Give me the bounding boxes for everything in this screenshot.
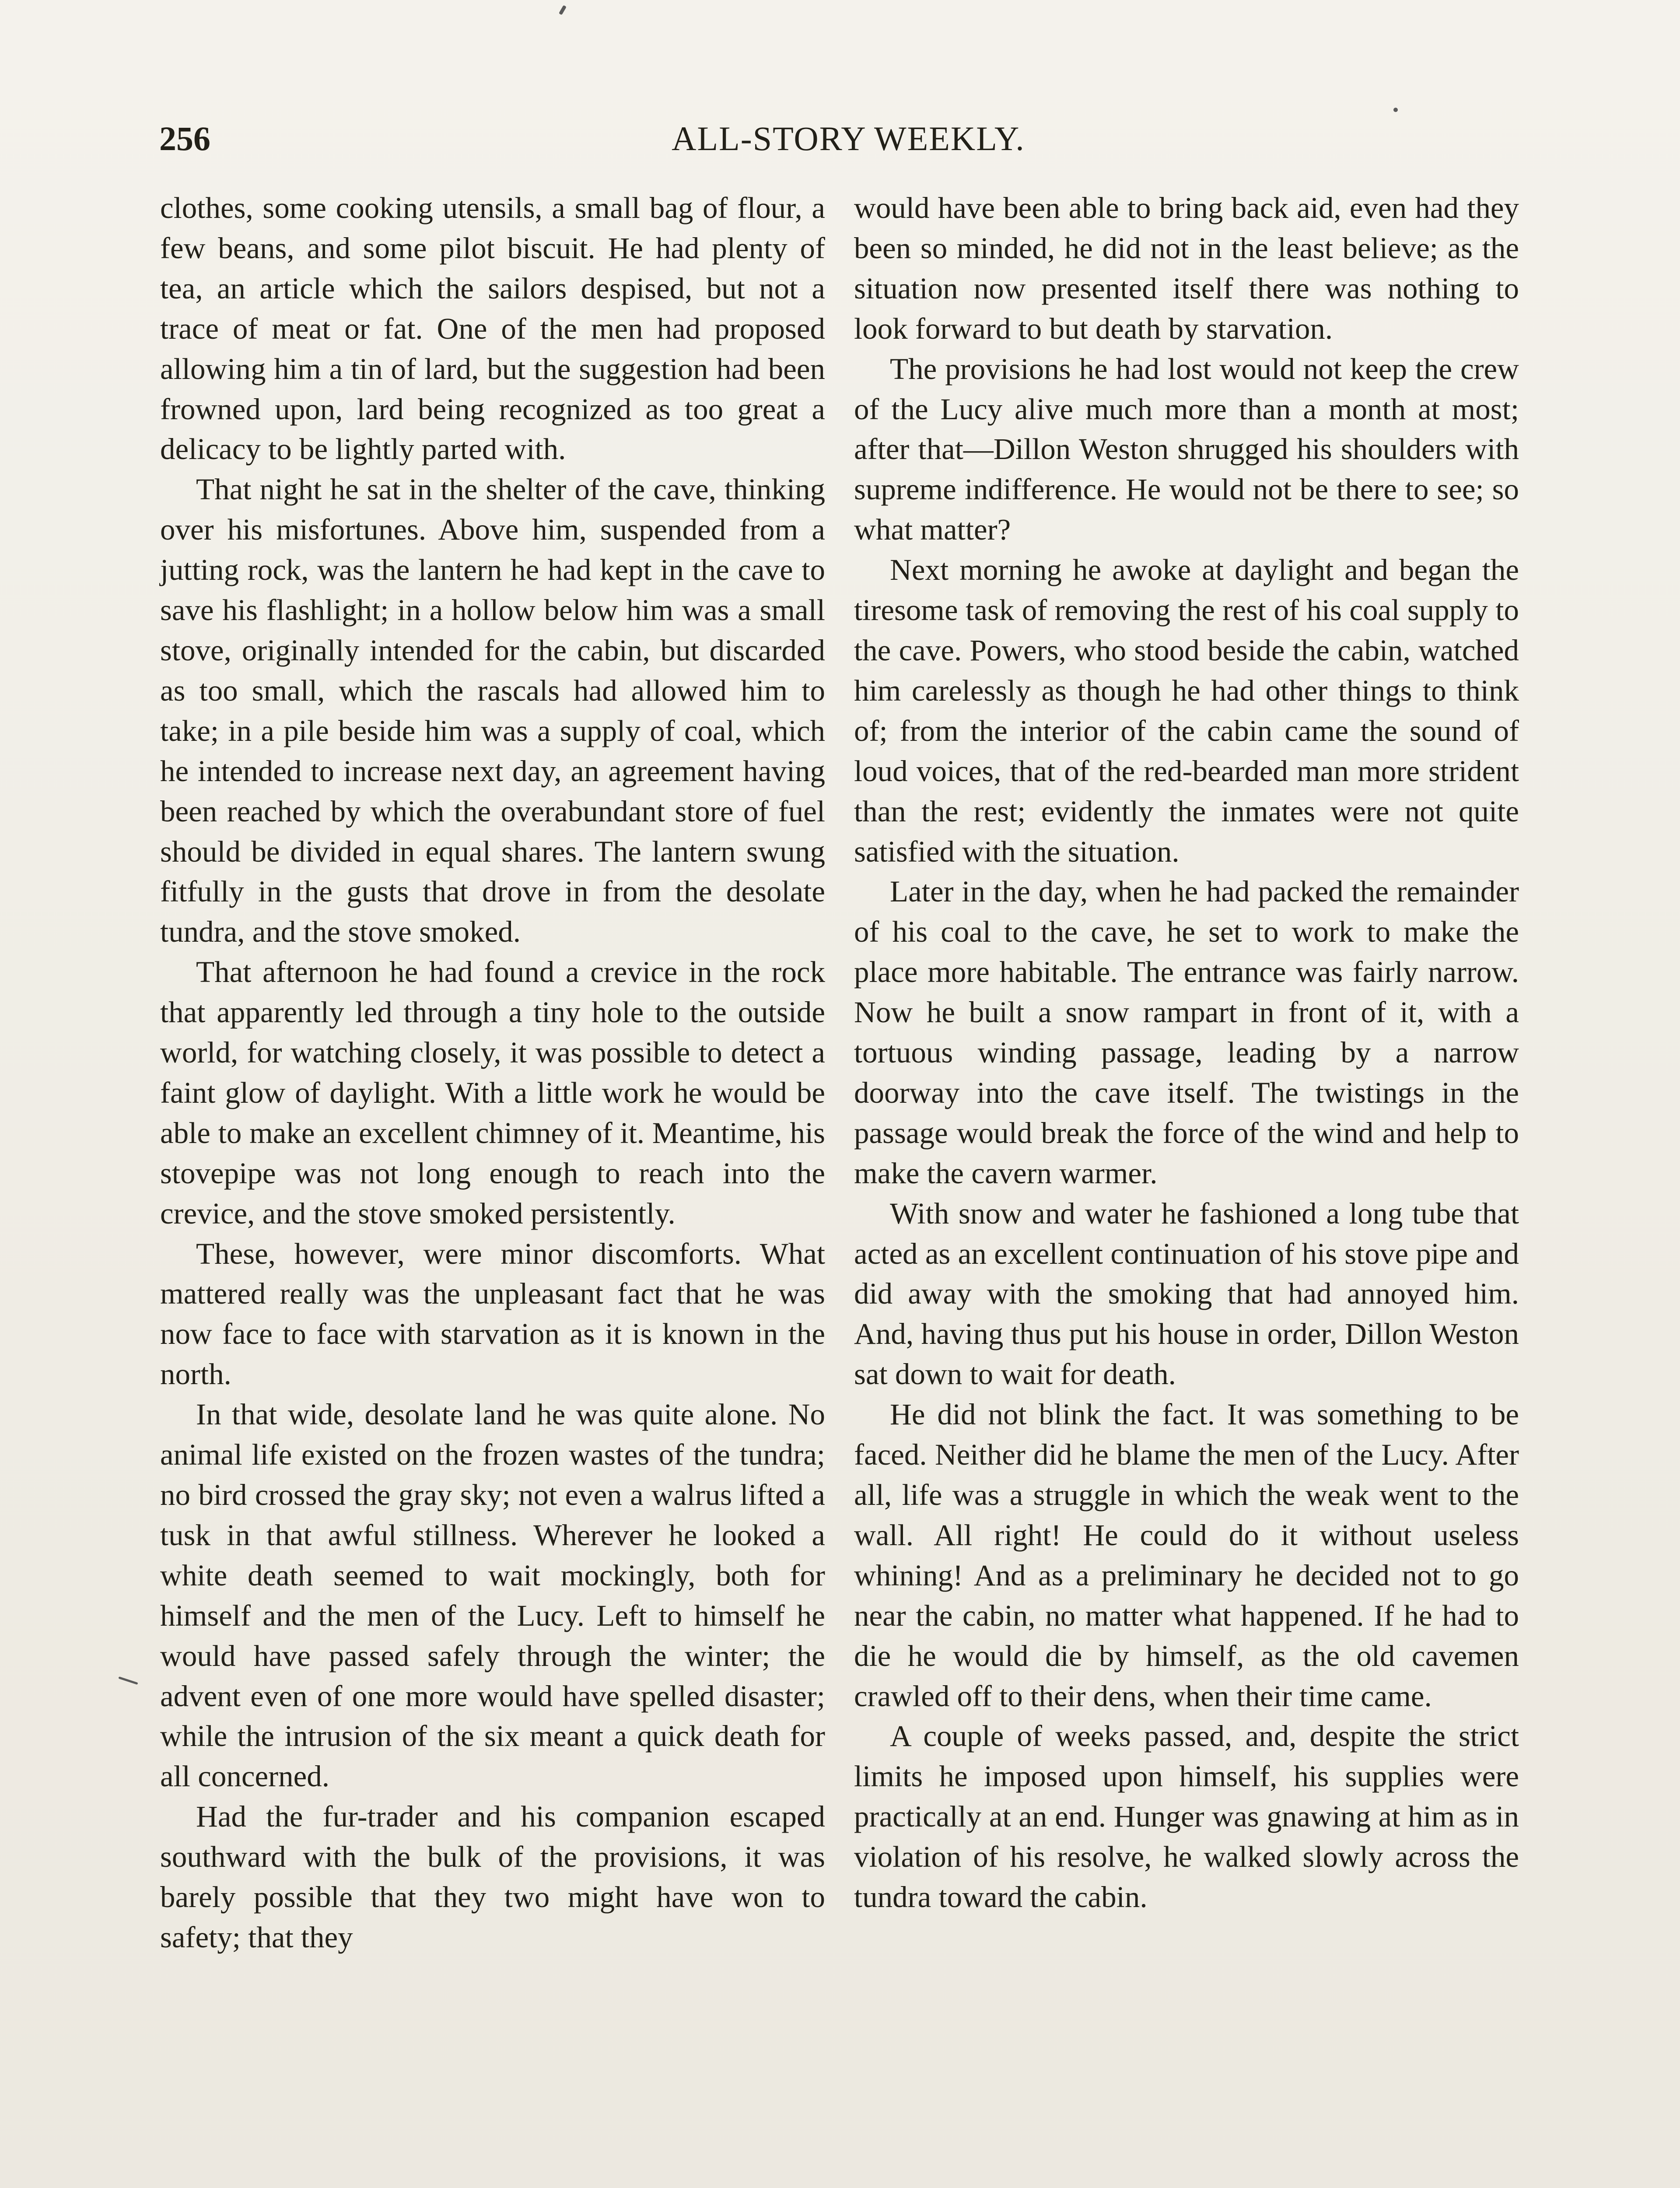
- paragraph: That night he sat in the shelter of the cave, thinking over his misfortunes. Above him, suspended from a jutting rock, was the lantern he had kept in the cave to save his flashlight; in a hollow below him was a small stove, originally intended for the cabin, but discarded as too small, which the rascals had allowed him to take; in a pile beside him was a supply of coal, which he intended to increase next day, an agreement having been reached by which the overabundant store of fuel should be divided in equal shares. The lantern swung fitfully in the gusts that drove in from the desolate tundra, and the stove smoked.: [160, 473, 825, 949]
- paragraph: would have been able to bring back aid, even had they been so minded, he did not in the least believe; as the situation now presented itself there was nothing to look forward to but death by starvation.: [854, 191, 1519, 345]
- running-title: ALL-STORY WEEKLY.: [672, 119, 1025, 158]
- paragraph: Next morning he awoke at daylight and began the tiresome task of removing the rest of his coal supply to the cave. Powers, who stood beside the cabin, watched him carelessly as though he had other things to think of; from the interior of the cabin came the sound of loud voices, that of the red-bearded man more strident than the rest; evidently the inmates were not quite satisfied with the situation.: [854, 553, 1519, 868]
- page-header: [159, 115, 1537, 163]
- paragraph: clothes, some cooking utensils, a small bag of flour, a few beans, and some pilot biscuit. He had plenty of tea, an article which the sailors despised, but not a trace of meat or fat. One of the men had proposed allowing him a tin of lard, but the suggestion had been frowned upon, lard being recognized as too great a delicacy to be lightly parted with.: [160, 191, 825, 466]
- paragraph: In that wide, desolate land he was quite alone. No animal life existed on the frozen wastes of the tundra; no bird crossed the gray sky; not even a walrus lifted a tusk in that awful stillness. Wherever he looked a white death seemed to wait mockingly, both for himself and the men of the Lucy. Left to himself he would have passed safely through the winter; the advent even of one more would have spelled disaster; while the intrusion of the six meant a quick death for all concerned.: [160, 1398, 825, 1793]
- paragraph: These, however, were minor discomforts. What mattered really was the unpleasant fact that he was now face to face with starvation as it is known in the north.: [160, 1237, 825, 1391]
- paragraph: That afternoon he had found a crevice in the rock that apparently led through a tiny hole to the outside world, for watching closely, it was possible to detect a faint glow of daylight. With a little work he would be able to make an excellent chimney of it. Meantime, his stovepipe was not long enough to reach into the crevice, and the stove smoked persistently.: [160, 955, 825, 1230]
- paragraph: With snow and water he fashioned a long tube that acted as an excellent continuation of his stove pipe and did away with the smoking that had annoyed him. And, having thus put his house in order, Dillon Weston sat down to wait for death.: [854, 1196, 1519, 1391]
- print-speck: [559, 5, 567, 15]
- left-column: [160, 188, 825, 1958]
- paragraph: Had the fur-trader and his companion escaped southward with the bulk of the provisions, it was barely possible that they two might have won to safety; that they: [160, 1800, 825, 1954]
- paragraph: A couple of weeks passed, and, despite the strict limits he imposed upon himself, his supplies were practically at an end. Hunger was gnawing at him as in violation of his resolve, he walked slowly across the tundra toward the cabin.: [854, 1719, 1519, 1914]
- print-speck: [118, 1676, 138, 1685]
- paragraph: The provisions he had lost would not keep the crew of the Lucy alive much more than a month at most; after that—Dillon Weston shrugged his shoulders with supreme indifference. He would not be there to see; so what matter?: [854, 352, 1519, 547]
- right-column: [854, 188, 1519, 1918]
- print-speck: [1393, 108, 1398, 112]
- paragraph: Later in the day, when he had packed the remainder of his coal to the cave, he set to work to make the place more habitable. The entrance was fairly narrow. Now he built a snow rampart in front of it, with a tortuous winding passage, leading by a narrow doorway into the cave itself. The twistings in the passage would break the force of the wind and help to make the cavern warmer.: [854, 875, 1519, 1190]
- page-number: 256: [159, 119, 210, 158]
- paragraph: He did not blink the fact. It was something to be faced. Neither did he blame the men of the Lucy. After all, life was a struggle in which the weak went to the wall. All right! He could do it without useless whining! And as a preliminary he decided not to go near the cabin, no matter what happened. If he had to die he would die by himself, as the old cavemen crawled off to their dens, when their time came.: [854, 1398, 1519, 1713]
